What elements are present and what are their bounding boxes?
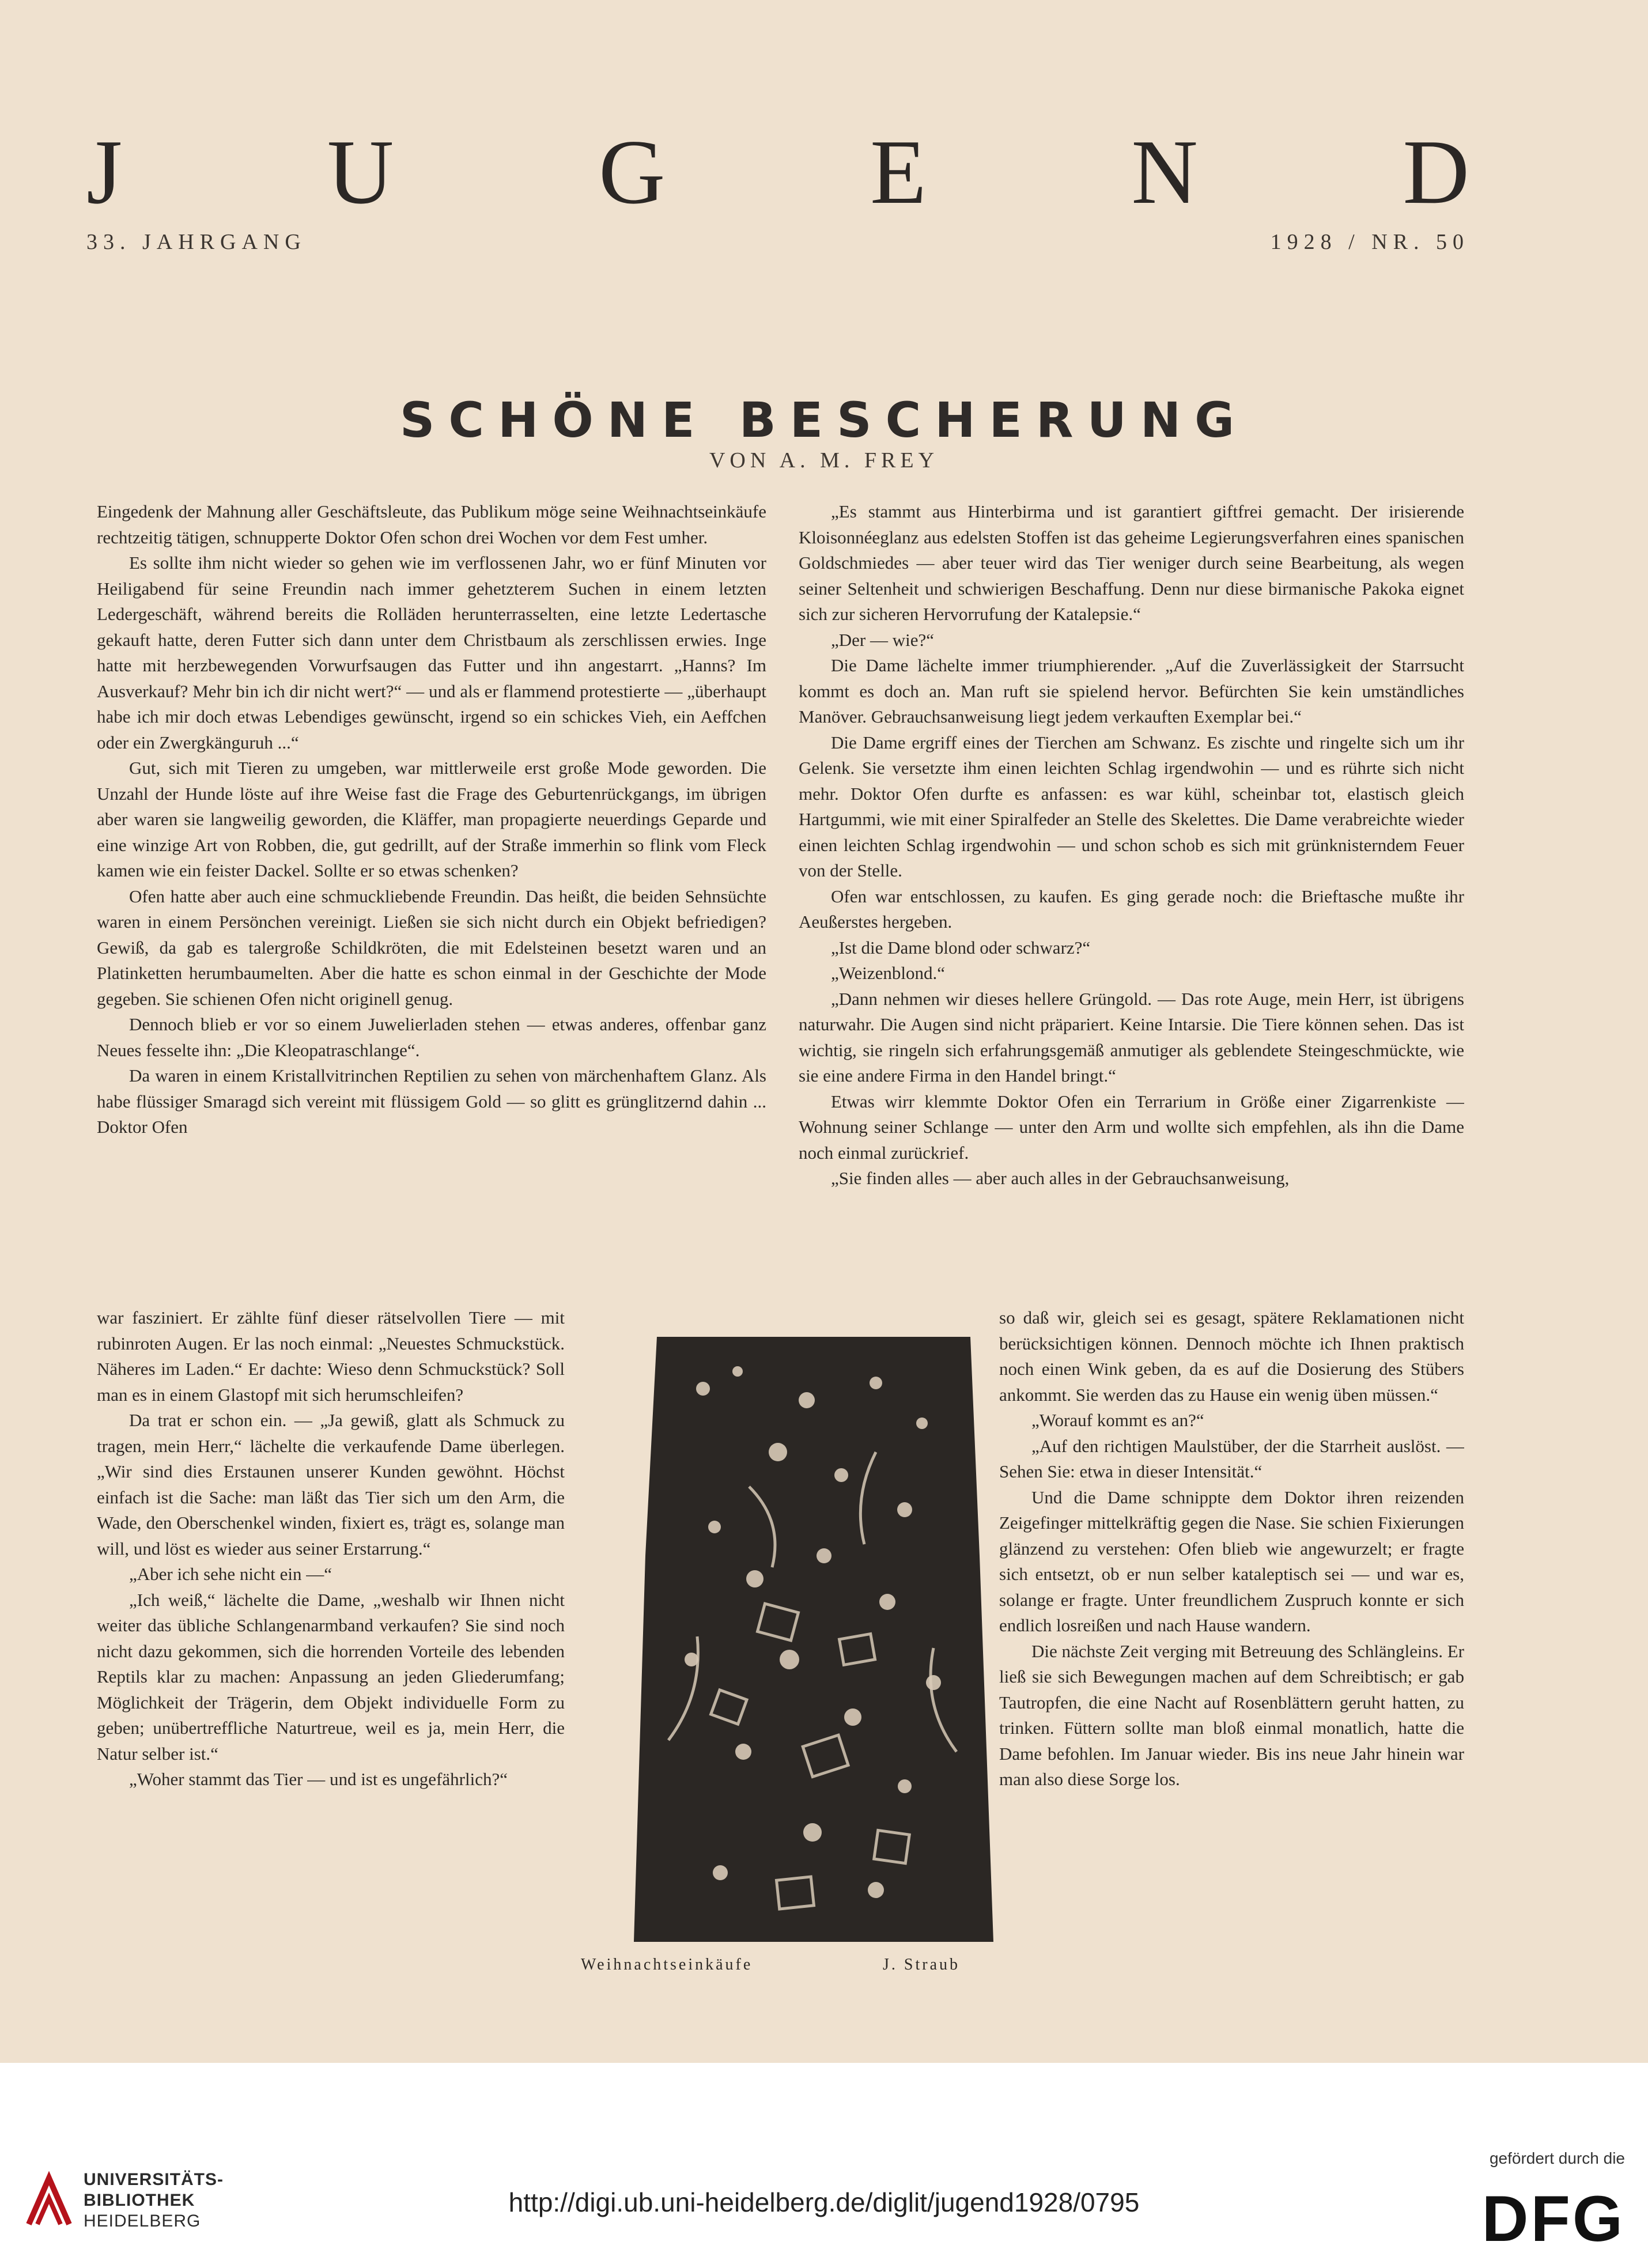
university-library-name: UNIVERSITÄTS- BIBLIOTHEK HEIDELBERG xyxy=(84,2170,224,2231)
paragraph: Eingedenk der Mahnung aller Geschäftsleute, das Publikum möge seine Weihnachtseinkäufe rechtzeitig tätigen, schnupperte Doktor Ofen schon drei Wochen vor dem Fest umher. xyxy=(97,501,766,547)
masthead-letter: G xyxy=(598,120,666,223)
article-title: SCHÖNE BESCHERUNG xyxy=(399,392,1249,448)
paragraph: Die Dame ergriff eines der Tierchen am Schwanz. Es zischte und ringelte sich um ihr Gelenk. Sie versetzte ihm einen leichten Schlag irgendwohin — und es rührte sich nicht mehr. Doktor Ofen durfte es anfassen: es war kühl, scheinbar tot, elastisch gleich Hartgummi, wie mit einer Spiralfeder an Stelle des Skelettes. Die Dame verabreichte wieder einen leichten Schlag irgendwohin — und schon schob es sich mit grünknisterndem Feuer von der Stelle. xyxy=(799,732,1464,880)
paragraph: Dennoch blieb er vor so einem Juwelierladen stehen — etwas anderes, offenbar ganz Neues fesselte ihn: „Die Kleopatraschlange“. xyxy=(97,1014,766,1060)
masthead xyxy=(86,120,1469,223)
article-byline: VON A. M. FREY xyxy=(709,448,939,472)
paragraph: Die nächste Zeit verging mit Betreuung des Schlängleins. Er ließ sie sich Bewegungen machen auf dem Schreibtisch; er gab Tautropfen, die eine Nacht auf Rosenblättern geruht hatten, zu trinken. Füttern sollte man bloß einmal monatlich, hatte die Dame befohlen. Im Januar wieder. Bis ins neue Jahr hinein war man also diese Sorge los. xyxy=(999,1640,1464,1789)
paragraph: Und die Dame schnippte dem Doktor ihren reizenden Zeigefinger mittelkräftig gegen die Nase. Sie schien Fixierungen glänzend zu verstehen: Ofen blieb wie angewurzelt; er fragte sich entsetzt, ob er nun selber kataleptisch sei — und war es, solange er fragte. Unter freundlichem Zuspruch konnte er sich endlich losreißen und nach Hause wandern. xyxy=(999,1487,1464,1635)
issue-line xyxy=(86,229,1469,255)
dfg-logo: DFG xyxy=(1481,2183,1625,2255)
paragraph: Gut, sich mit Tieren zu umgeben, war mittlerweile erst große Mode geworden. Die Unzahl der Hunde löste auf ihre Weise fast die Frage des Geburtenrückgangs, im übrigen aber waren sie langweilig geworden, die Kläffer, man propagierte neuerdings Geparde und eine winzige Art von Robben, die, gut gedrillt, auf der Straße immerhin so flink vom Fleck kamen wie ein feister Dackel. Sollte er so etwas schenken? xyxy=(97,758,766,880)
paragraph: so daß wir, gleich sei es gesagt, spätere Reklamationen nicht berücksichtigen können. Dennoch möchte ich Ihnen praktisch noch einen Wink geben, da es auf die Dosierung des Stübers ankommt. Sie werden das zu Hause ein wenig üben müssen.“ xyxy=(999,1307,1464,1405)
illustration-artist: J. Straub xyxy=(883,1956,960,1974)
masthead-letter: U xyxy=(327,120,394,223)
paragraph: Ofen hatte aber auch eine schmuckliebende Freundin. Das heißt, die beiden Sehnsüchte waren in einem Persönchen vereinigt. Ließen sie sich nicht durch ein Objekt befriedigen? Gewiß, da gab es talergroße Schildkröten, die mit Edelsteinen besetzt waren und an Platinketten herumbaumelten. Aber die hatte es schon einmal in der Geschichte der Mode gegeben. Sie schienen Ofen nicht originell genug. xyxy=(97,886,766,1009)
paragraph: Es sollte ihm nicht wieder so gehen wie im verflossenen Jahr, wo er fünf Minuten vor Heiligabend für seine Freundin nach immer gehetzterem Suchen in einem letzten Ledergeschäft, während bereits die Rolläden herunterrasselten, eine letzte Ledertasche gekauft hatte, deren Futter sich dann unter dem Christbaum als zerschlissen erwies. Inge hatte mit herzbewegenden Vorwurfsaugen das Futter und ihn angestarrt. „Hanns? Im Ausverkauf? Mehr bin ich dir nicht wert?“ — und als er flammend protestierte — „überhaupt habe ich mir doch etwas Lebendiges gewünscht, irgend so ein schickes Vieh, ein Aeffchen oder ein Zwergkänguruh ...“ xyxy=(97,553,766,753)
illustration-caption: Weihnachtseinkäufe xyxy=(581,1956,753,1974)
paragraph: „Worauf kommt es an?“ xyxy=(1031,1410,1204,1430)
funder-label: gefördert durch die xyxy=(1489,2149,1625,2167)
left-column xyxy=(97,499,766,1306)
right-column xyxy=(799,499,1464,1306)
left-column-lower xyxy=(97,1305,565,1974)
paragraph: „Ist die Dame blond oder schwarz?“ xyxy=(831,937,1091,958)
paragraph: „Es stammt aus Hinterbirma und ist garantiert giftfrei gemacht. Der irisierende Kloisonnéeglanz aus edelsten Stoffen ist das geheime Legierungsverfahren eines spanischen Goldschmiedes — aber teuer wird das Tier weniger durch seine Bearbeitung, als wegen seiner Seltenheit und schwierigen Beschaffung. Denn nur diese birmanische Pakoka eignet sich zur sicheren Hervorrufung der Katalepsie.“ xyxy=(799,501,1464,624)
paragraph: Etwas wirr klemmte Doktor Ofen ein Terrarium in Größe einer Zigarrenkiste — Wohnung seiner Schlange — unter den Arm und wollte sich empfehlen, als ihn die Dame noch einmal zurückrief. xyxy=(799,1091,1464,1163)
source-url-link[interactable]: http://digi.ub.uni-heidelberg.de/diglit/jugend1928/0795 xyxy=(508,2187,1140,2217)
paragraph: „Dann nehmen wir dieses hellere Grüngold. — Das rote Auge, mein Herr, ist übrigens naturwahr. Die Augen sind nicht präpariert. Keine Intarsie. Die Tiere können sehen. Das ist wichtig, sie ringeln sich erfahrungsgemäß anmutiger als geblendete Steingeschmückte, wie sie eine andere Firma in den Handel bringt.“ xyxy=(799,988,1464,1086)
paragraph: war fasziniert. Er zählte fünf dieser rätselvollen Tiere — mit rubinroten Augen. Er las noch einmal: „Neuestes Schmuckstück. Näheres im Laden.“ Er dachte: Wieso denn Schmuckstück? Soll man es in einem Glastopf mit sich herumschleifen? xyxy=(97,1307,565,1405)
paragraph: „Auf den richtigen Maulstüber, der die Starrheit auslöst. — Sehen Sie: etwa in dieser Intensität.“ xyxy=(999,1435,1464,1481)
woodcut-illustration xyxy=(634,1337,993,1942)
paragraph: Die Dame lächelte immer triumphierender. „Auf die Zuverlässigkeit der Starrsucht kommt es doch an. Man ruft sie spielend hervor. Befürchten Sie kein umständliches Manöver. Gebrauchsanweisung liegt jedem verkauften Exemplar bei.“ xyxy=(799,655,1464,727)
issue-label: 1928 / NR. 50 xyxy=(1270,230,1469,254)
masthead-letter: D xyxy=(1403,120,1469,223)
paragraph: Da trat er schon ein. — „Ja gewiß, glatt als Schmuck zu tragen, mein Herr,“ lächelte die verkaufende Dame überlegen. „Wir sind dies Erstaunen unserer Kunden gewöhnt. Höchst einfach ist die Sache: man läßt das Tier sich um den Arm, die Wade, den Oberschenkel winden, fixiert es, trägt es, solange man will, und löst es wieder aus seiner Erstarrung.“ xyxy=(97,1410,565,1559)
paragraph: „Sie finden alles — aber auch alles in der Gebrauchsanweisung, xyxy=(831,1168,1290,1188)
paragraph: „Aber ich sehe nicht ein —“ xyxy=(129,1564,332,1584)
paragraph: Ofen war entschlossen, zu kaufen. Es ging gerade noch: die Brieftasche mußte ihr Aeußerstes hergeben. xyxy=(799,886,1464,932)
paragraph: Da waren in einem Kristallvitrinchen Reptilien zu sehen von märchenhaftem Glanz. Als habe flüssiger Smaragd sich vereint mit flüssigem Gold — so glitt es grünglitzernd dahin ... Doktor Ofen xyxy=(97,1065,766,1137)
footer-bar xyxy=(0,2063,1648,2268)
masthead-letter: N xyxy=(1131,120,1198,223)
paragraph: „Woher stammt das Tier — und ist es ungefährlich?“ xyxy=(129,1769,508,1789)
right-column-lower xyxy=(999,1305,1464,1979)
volume-label: 33. JAHRGANG xyxy=(86,230,307,254)
paragraph: „Ich weiß,“ lächelte die Dame, „weshalb wir Ihnen nicht weiter das übliche Schlangenarmband verkaufen? Sie sind noch nicht dazu gekommen, sich die horrenden Vorteile des lebenden Reptils klar zu machen: Anpassung an jeden Gliederumfang; Möglichkeit der Trägerin, dem Objekt individuelle Form zu geben; unübertreffliche Naturtreue, weil es ja, mein Herr, die Natur selber ist.“ xyxy=(97,1589,565,1764)
paragraph: „Weizenblond.“ xyxy=(831,963,946,983)
masthead-letter: E xyxy=(870,120,927,223)
paragraph: „Der — wie?“ xyxy=(831,629,935,650)
masthead-letter: J xyxy=(86,120,123,223)
